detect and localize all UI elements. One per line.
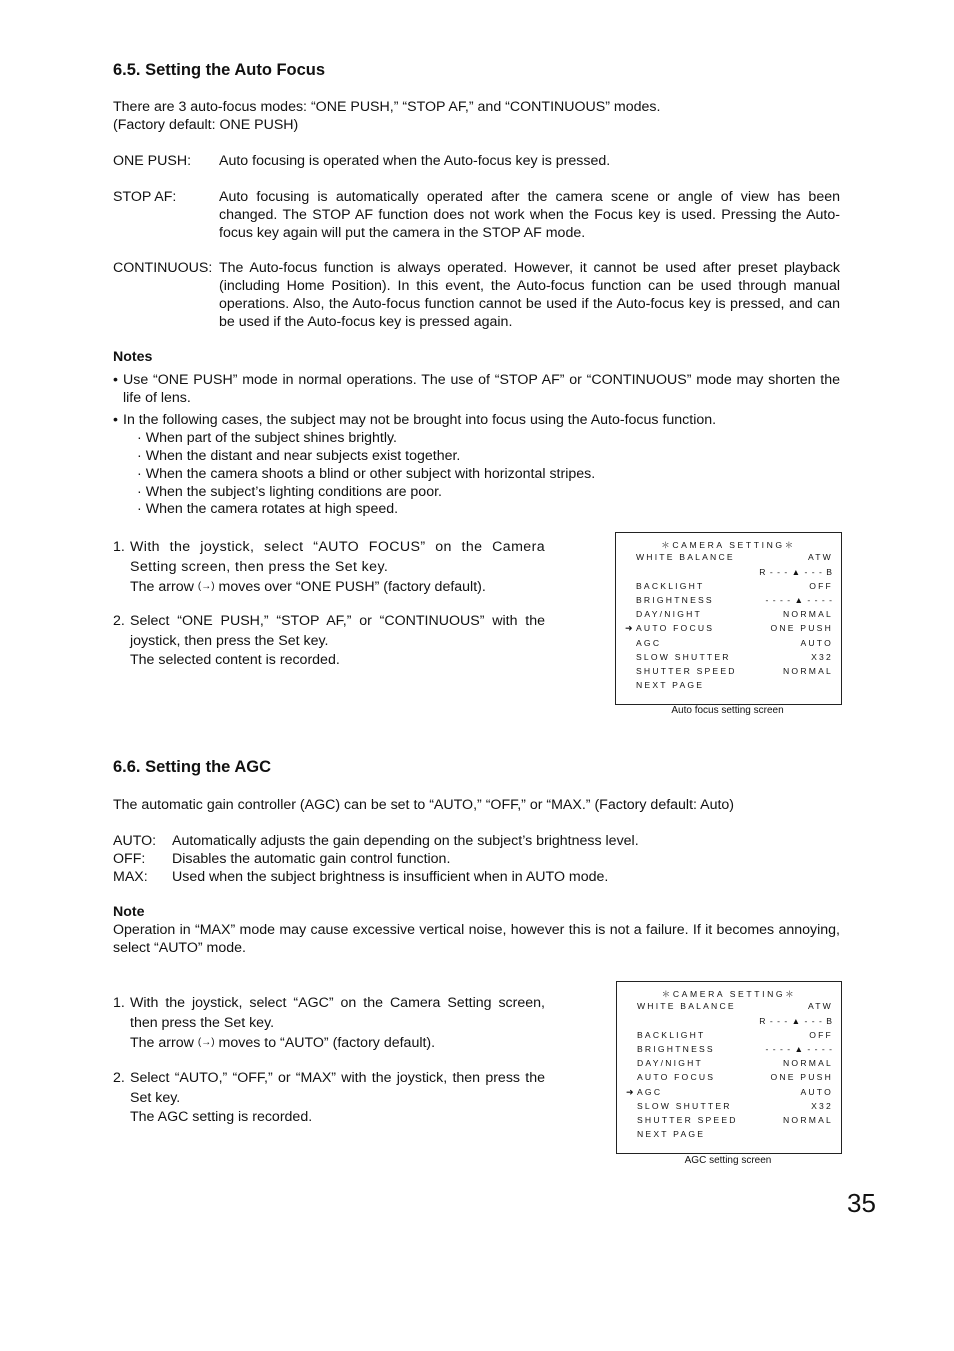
- screen-title: ＊CAMERA SETTING＊: [661, 989, 797, 999]
- arrow-icon: (→): [197, 1037, 215, 1048]
- sub-note-item: · When the subject’s lighting conditions are poor.: [137, 484, 442, 500]
- arrow-icon: (→): [197, 581, 215, 592]
- mode-desc-stop-af: Auto focusing is automatically operated after the camera scene or angle of view has been changed. The STOP AF function does not work when the Focus key is used. Pressing the Auto-focus key again will put the camera in the STOP AF mode.: [219, 189, 840, 241]
- screen-row-day-night: DAY/NIGHT NORMAL: [637, 1058, 833, 1068]
- step-number: 1.: [113, 995, 125, 1011]
- screen-row-shutter-speed: SHUTTER SPEED NORMAL: [636, 666, 833, 676]
- mode-term-off: OFF:: [113, 851, 146, 867]
- bullet-mark: •: [113, 412, 118, 428]
- screen-row-wb-scale: R - - - ▲ - - - B: [759, 1016, 833, 1026]
- agc-intro: The automatic gain controller (AGC) can be set to “AUTO,” “OFF,” or “MAX.” (Factory default: Auto): [113, 797, 735, 813]
- mode-term-continuous: CONTINUOUS:: [113, 260, 213, 276]
- screen-row-white-balance: WHITE BALANCE ATW: [637, 1001, 833, 1011]
- screen-row-backlight: BACKLIGHT OFF: [637, 1030, 833, 1040]
- page-number: 35: [847, 1188, 876, 1218]
- bullet-mark: •: [113, 372, 118, 388]
- sub-bullet-mark: ·: [137, 484, 142, 500]
- mode-desc-auto: Automatically adjusts the gain depending on the subject’s brightness level.: [172, 833, 639, 849]
- screen-row-brightness: BRIGHTNESS - - - - ▲ - - - -: [636, 595, 833, 605]
- screen-row-agc: ➜ AGC AUTO: [626, 1087, 833, 1097]
- screen-row-brightness: BRIGHTNESS - - - - ▲ - - - -: [637, 1044, 833, 1054]
- sub-note-item: · When the camera rotates at high speed.: [137, 501, 399, 517]
- screen-row-shutter-speed: SHUTTER SPEED NORMAL: [637, 1115, 833, 1125]
- mode-term-stop-af: STOP AF:: [113, 189, 177, 205]
- af-intro-default: (Factory default: ONE PUSH): [113, 117, 299, 133]
- af-intro: There are 3 auto-focus modes: “ONE PUSH,” “STOP AF,” and “CONTINUOUS” modes.: [113, 99, 661, 115]
- screen-row-next-page: NEXT PAGE: [637, 1129, 706, 1139]
- mode-term-auto: AUTO:: [113, 833, 157, 849]
- mode-term-max: MAX:: [113, 869, 148, 885]
- agc-step-1: 1. With the joystick, select “AGC” on the Camera Setting screen, then press the Set key. The arrow (→) moves to “AUTO” (factory default).: [113, 994, 545, 1054]
- screen-row-backlight: BACKLIGHT OFF: [636, 581, 833, 591]
- mode-desc-continuous: The Auto-focus function is always operated. However, it cannot be used after preset playback (including Home Position). In this event, the Auto-focus function can be used through manual operations. Also, the Auto-focus function cannot be used if the Auto-focus key is pressed, and can be used if the Auto-focus key is pressed again.: [219, 260, 840, 330]
- agc-step-2: 2. Select “AUTO,” “OFF,” or “MAX” with the joystick, then press the Set key. The AGC setting is recorded.: [113, 1070, 545, 1125]
- mode-desc-one-push: Auto focusing is operated when the Auto-focus key is pressed.: [219, 153, 611, 169]
- step-arrow-line: The arrow (→) moves to “AUTO” (factory default).: [130, 1035, 436, 1051]
- screen-row-agc: AGC AUTO: [636, 638, 833, 648]
- step-number: 2.: [113, 1070, 125, 1086]
- sub-bullet-mark: ·: [137, 466, 142, 482]
- agc-note-text: Operation in “MAX” mode may cause excessive vertical noise, however this is not a failure. If it becomes annoying, select “AUTO” mode.: [113, 922, 840, 956]
- note-item: Use “ONE PUSH” mode in normal operations. The use of “STOP AF” or “CONTINUOUS” mode may shorten the life of lens.: [123, 372, 840, 406]
- screen-row-white-balance: WHITE BALANCE ATW: [636, 552, 833, 562]
- mode-desc-off: Disables the automatic gain control function.: [172, 851, 451, 867]
- screen-caption-agc: AGC setting screen: [684, 1155, 772, 1166]
- screen-row-day-night: DAY/NIGHT NORMAL: [636, 609, 833, 619]
- section-title-agc: 6.6. Setting the AGC: [113, 758, 271, 776]
- note-item: In the following cases, the subject may not be brought into focus using the Auto-focus function.: [123, 412, 717, 428]
- note-heading: Note: [113, 904, 145, 920]
- step-number: 2.: [113, 613, 125, 629]
- screen-row-wb-scale: R - - - ▲ - - - B: [759, 567, 833, 577]
- sub-bullet-mark: ·: [137, 501, 142, 517]
- notes-heading: Notes: [113, 349, 153, 365]
- mode-desc-max: Used when the subject brightness is insufficient when in AUTO mode.: [172, 869, 609, 885]
- sub-bullet-mark: ·: [137, 448, 142, 464]
- af-step-2: 2. Select “ONE PUSH,” “STOP AF,” or “CONTINUOUS” with the joystick, then press the Set key. The selected content is recorded.: [113, 613, 545, 668]
- pointer-arrow-icon: ➜: [625, 623, 633, 633]
- screen-caption-af: Auto focus setting screen: [671, 705, 784, 716]
- af-step-1: 1. With the joystick, select “AUTO FOCUS” on the Camera Setting screen, then press the Set key. The arrow (→) moves over “ONE PUSH” (factory default).: [113, 538, 545, 598]
- screen-title: ＊CAMERA SETTING＊: [661, 540, 796, 550]
- screen-row-slow-shutter: SLOW SHUTTER X32: [636, 652, 833, 662]
- screen-row-slow-shutter: SLOW SHUTTER X32: [637, 1101, 833, 1111]
- step-arrow-line: The arrow (→) moves over “ONE PUSH” (factory default).: [130, 579, 486, 595]
- screen-row-auto-focus: ➜ AUTO FOCUS ONE PUSH: [625, 623, 833, 633]
- section-title-auto-focus: 6.5. Setting the Auto Focus: [113, 61, 326, 79]
- sub-note-item: · When part of the subject shines brightly.: [137, 430, 397, 446]
- mode-term-one-push: ONE PUSH:: [113, 153, 192, 169]
- sub-bullet-mark: ·: [137, 430, 142, 446]
- sub-note-item: · When the distant and near subjects exist together.: [137, 448, 461, 464]
- screen-row-auto-focus: AUTO FOCUS ONE PUSH: [637, 1072, 833, 1082]
- step-number: 1.: [113, 539, 125, 555]
- camera-setting-screen-af: [615, 532, 842, 705]
- pointer-arrow-icon: ➜: [626, 1087, 634, 1097]
- camera-setting-screen-agc: [616, 981, 842, 1154]
- sub-note-item: · When the camera shoots a blind or other subject with horizontal stripes.: [137, 466, 596, 482]
- screen-row-next-page: NEXT PAGE: [636, 680, 705, 690]
